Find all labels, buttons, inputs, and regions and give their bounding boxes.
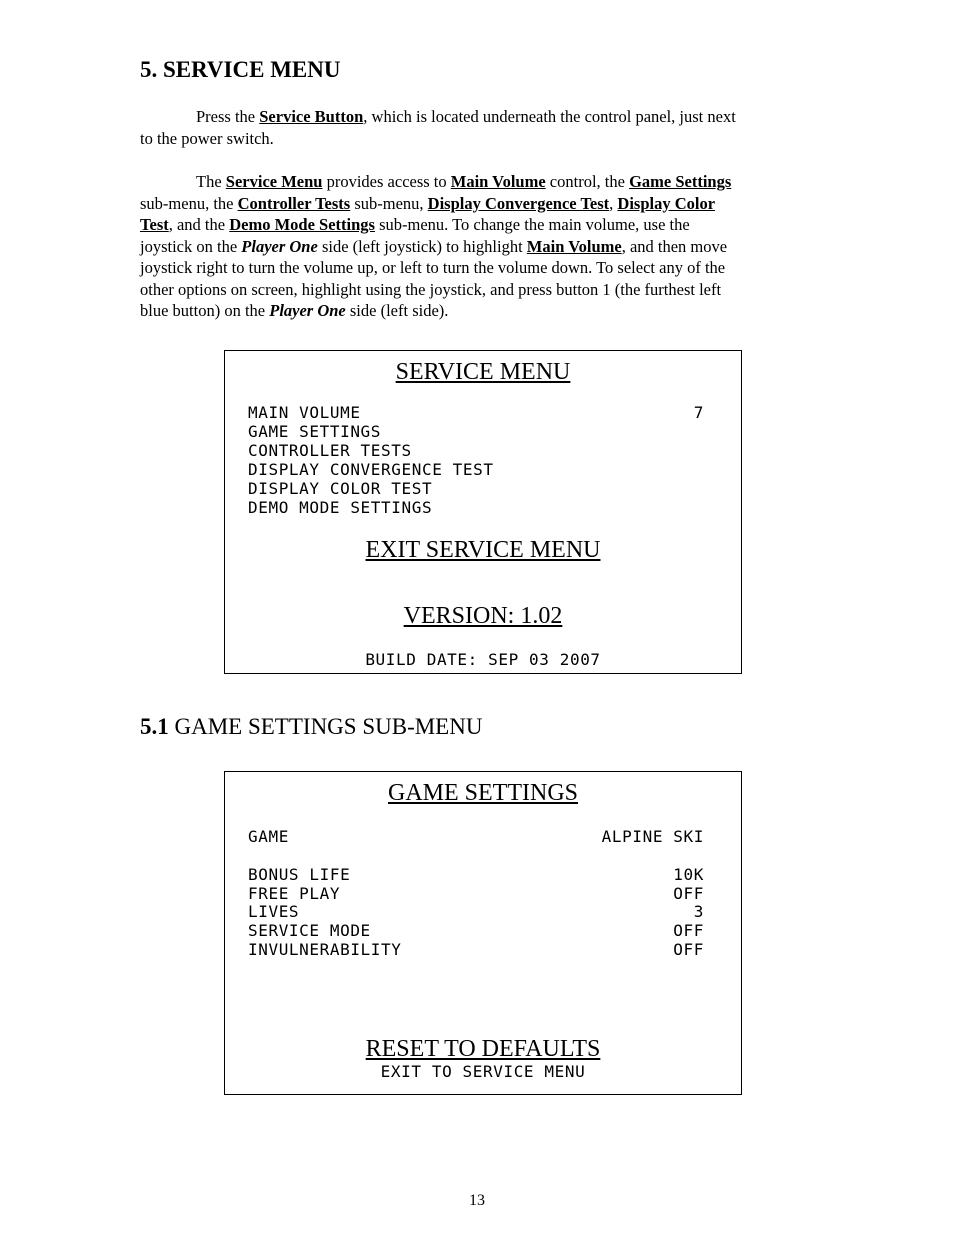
menu-item-label: GAME SETTINGS bbox=[248, 422, 382, 441]
body-text: other options on screen, highlight using the joystick, and press button 1 (the furthest left bbox=[140, 279, 722, 299]
setting-label: GAME bbox=[248, 827, 289, 846]
term-main-volume: Main Volume bbox=[450, 172, 546, 191]
menu-item-game-settings[interactable] bbox=[248, 423, 704, 442]
menu-item-label: DISPLAY CONVERGENCE TEST bbox=[248, 460, 494, 479]
setting-label: SERVICE MODE bbox=[248, 921, 371, 940]
setting-bonus-life[interactable] bbox=[248, 866, 704, 885]
game-settings-screen bbox=[224, 771, 742, 1095]
term-demo-mode-settings: Demo Mode Settings bbox=[229, 215, 375, 234]
term-main-volume: Main Volume bbox=[526, 236, 622, 256]
setting-value: ALPINE SKI bbox=[601, 827, 704, 846]
body-text: side (left side). bbox=[345, 301, 449, 320]
subsection-heading bbox=[140, 714, 482, 740]
term-game-settings: Game Settings bbox=[629, 172, 732, 191]
term-player-one: Player One bbox=[269, 301, 346, 320]
version-label: VERSION: 1.02 bbox=[403, 603, 563, 629]
term-display-convergence-test: Display Convergence Test bbox=[427, 193, 610, 213]
setting-label: INVULNERABILITY bbox=[248, 940, 402, 959]
intro-text: Press the bbox=[196, 107, 260, 126]
build-date-label: BUILD DATE: SEP 03 2007 bbox=[365, 650, 601, 669]
game-settings-title: GAME SETTINGS bbox=[388, 780, 578, 806]
menu-item-controller-tests[interactable] bbox=[248, 442, 704, 461]
subsection-number: 5.1 bbox=[140, 714, 169, 739]
menu-item-demo-mode-settings[interactable] bbox=[248, 499, 704, 518]
menu-item-label: DISPLAY COLOR TEST bbox=[248, 479, 433, 498]
setting-lives[interactable] bbox=[248, 903, 704, 922]
body-text: joystick right to turn the volume up, or left to turn the volume down. To select any of the bbox=[140, 258, 726, 277]
setting-invulnerability[interactable] bbox=[248, 941, 704, 960]
intro-text: , which is located underneath the control panel, just next bbox=[363, 107, 736, 126]
term-controller-tests: Controller Tests bbox=[237, 193, 351, 213]
intro-text: to the power switch. bbox=[140, 128, 274, 148]
term-display-color-test: Test bbox=[140, 215, 169, 234]
setting-label: LIVES bbox=[248, 902, 300, 921]
setting-label: BONUS LIFE bbox=[248, 865, 351, 884]
menu-item-label: CONTROLLER TESTS bbox=[248, 441, 412, 460]
term-player-one: Player One bbox=[241, 236, 318, 256]
body-text: The bbox=[196, 172, 226, 191]
subsection-title: GAME SETTINGS SUB-MENU bbox=[168, 714, 483, 739]
intro-paragraph bbox=[140, 106, 820, 149]
setting-value: OFF bbox=[673, 940, 704, 959]
page-number: 13 bbox=[469, 1192, 485, 1209]
setting-game[interactable] bbox=[248, 828, 704, 847]
body-paragraph bbox=[140, 171, 820, 322]
exit-to-service-menu-option[interactable]: EXIT TO SERVICE MENU bbox=[380, 1062, 586, 1081]
body-text: side (left joystick) to highlight bbox=[317, 236, 527, 256]
term-service-menu: Service Menu bbox=[225, 172, 323, 191]
body-text: sub-menu. To change the main volume, use the bbox=[374, 215, 690, 234]
menu-item-display-convergence-test[interactable] bbox=[248, 461, 704, 480]
menu-item-display-color-test[interactable] bbox=[248, 480, 704, 499]
menu-item-label: DEMO MODE SETTINGS bbox=[248, 498, 433, 517]
reset-to-defaults-option[interactable]: RESET TO DEFAULTS bbox=[365, 1036, 601, 1062]
setting-label: FREE PLAY bbox=[248, 884, 341, 903]
setting-value: 3 bbox=[693, 902, 704, 921]
menu-item-label: MAIN VOLUME bbox=[248, 403, 361, 422]
section-heading: 5. SERVICE MENU bbox=[140, 57, 341, 82]
setting-value: OFF bbox=[673, 921, 704, 940]
setting-value: 10K bbox=[673, 865, 704, 884]
menu-item-value: 7 bbox=[693, 403, 704, 422]
body-text: sub-menu, bbox=[350, 193, 428, 213]
body-text: blue button) on the bbox=[140, 301, 270, 320]
body-text: control, the bbox=[545, 172, 630, 191]
service-menu-title: SERVICE MENU bbox=[395, 359, 571, 385]
menu-item-main-volume[interactable] bbox=[248, 404, 704, 423]
exit-service-menu-option[interactable]: EXIT SERVICE MENU bbox=[365, 537, 601, 563]
service-button-term: Service Button bbox=[259, 107, 364, 126]
term-display-color-test: Display Color bbox=[617, 193, 716, 213]
setting-service-mode[interactable] bbox=[248, 922, 704, 941]
setting-free-play[interactable] bbox=[248, 885, 704, 904]
body-text: , and then move bbox=[621, 236, 728, 256]
body-text: sub-menu, the bbox=[140, 193, 238, 213]
service-menu-screen bbox=[224, 350, 742, 674]
body-text: joystick on the bbox=[140, 236, 242, 256]
body-text: , and the bbox=[168, 215, 230, 234]
body-text: provides access to bbox=[322, 172, 451, 191]
body-text: , bbox=[609, 193, 618, 213]
setting-value: OFF bbox=[673, 884, 704, 903]
